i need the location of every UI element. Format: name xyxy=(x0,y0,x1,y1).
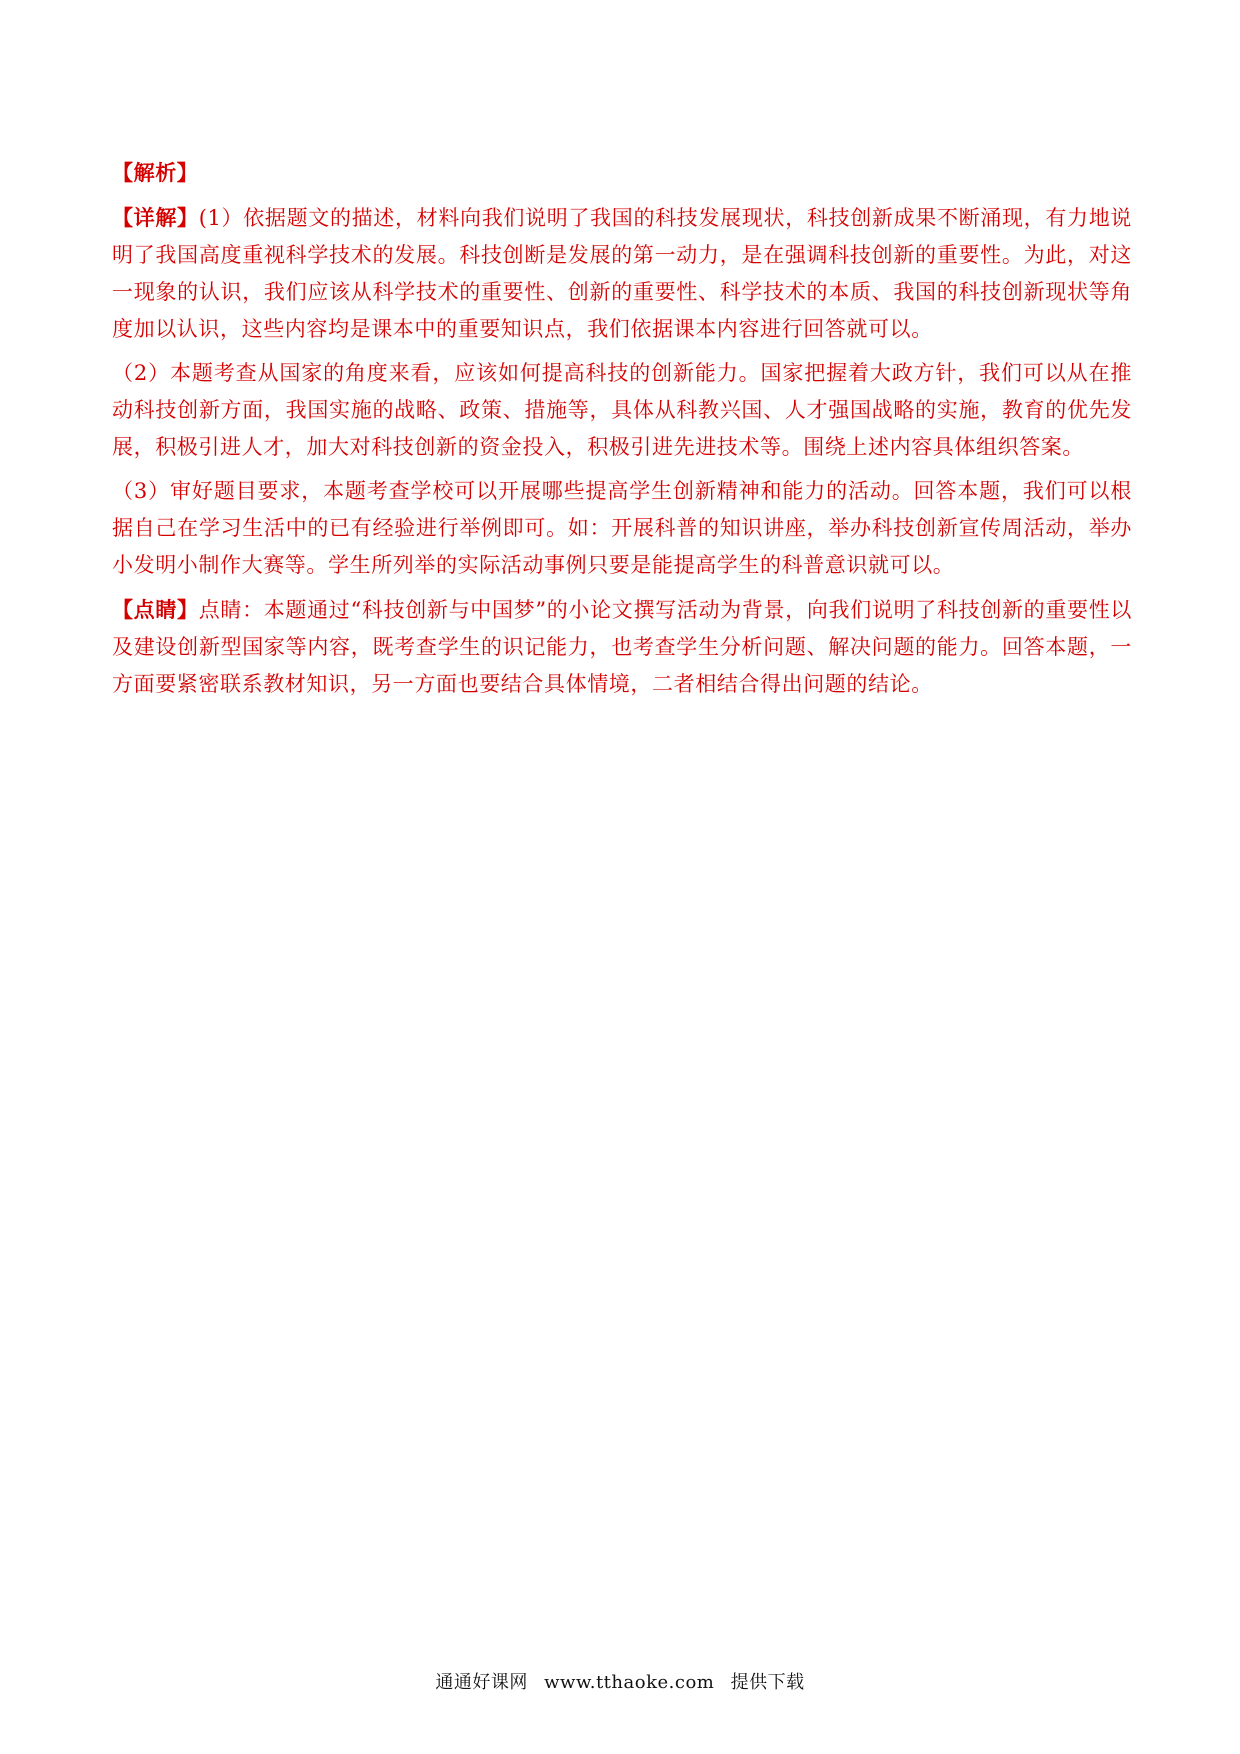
detail-paragraph-3 xyxy=(112,473,1132,584)
comment-paragraph xyxy=(112,591,1132,703)
detail-text-2: （2）本题考查从国家的角度来看，应该如何提高科技的创新能力。国家把握着大政方针，我们可以从在推动科技创新方面，我国实施的战略、政策、措施等，具体从科教兴国、人才强国战略的实施，教育的优先发展，积极引进人才，加大对科技创新的资金投入，积极引进先进技术等。围绕上述内容具体组织答案。 xyxy=(112,361,1132,459)
comment-text: 点睛：本题通过“科技创新与中国梦”的小论文撰写活动为背景，向我们说明了科技创新的重要性以及建设创新型国家等内容，既考查学生的识记能力，也考查学生分析问题、解决问题的能力。回答本题，一方面要紧密联系教材知识，另一方面也要结合具体情境，二者相结合得出问题的结论。 xyxy=(112,598,1132,696)
analysis-section xyxy=(112,154,1132,710)
comment-label: 【点睛】 xyxy=(112,597,199,622)
analysis-heading-label: 【解析】 xyxy=(112,160,199,185)
detail-text-3: （3）审好题目要求，本题考查学校可以开展哪些提高学生创新精神和能力的活动。回答本题，我们可以根据自己在学习生活中的已有经验进行举例即可。如：开展科普的知识讲座，举办科技创新宣传周活动，举办小发明小制作大赛等。学生所列举的实际活动事例只要是能提高学生的科普意识就可以。 xyxy=(112,479,1132,577)
detail-text-1: (1）依据题文的描述，材料向我们说明了我国的科技发展现状，科技创新成果不断涌现，有力地说明了我国高度重视科学技术的发展。科技创断是发展的第一动力，是在强调科技创新的重要性。为此，对这一现象的认识，我们应该从科学技术的重要性、创新的重要性、科学技术的本质、我国的科技创新现状等角度加以认识，这些内容均是课本中的重要知识点，我们依据课本内容进行回答就可以。 xyxy=(112,206,1132,341)
page-footer xyxy=(0,1668,1240,1694)
detail-paragraph-2 xyxy=(112,355,1132,466)
footer-site-name: 通通好课网 xyxy=(435,1672,528,1693)
detail-label: 【详解】 xyxy=(112,205,199,230)
footer-suffix: 提供下载 xyxy=(730,1672,805,1693)
analysis-heading xyxy=(112,154,1132,192)
footer-url[interactable]: www.tthaoke.com xyxy=(544,1672,715,1693)
detail-paragraph-1 xyxy=(112,199,1132,348)
